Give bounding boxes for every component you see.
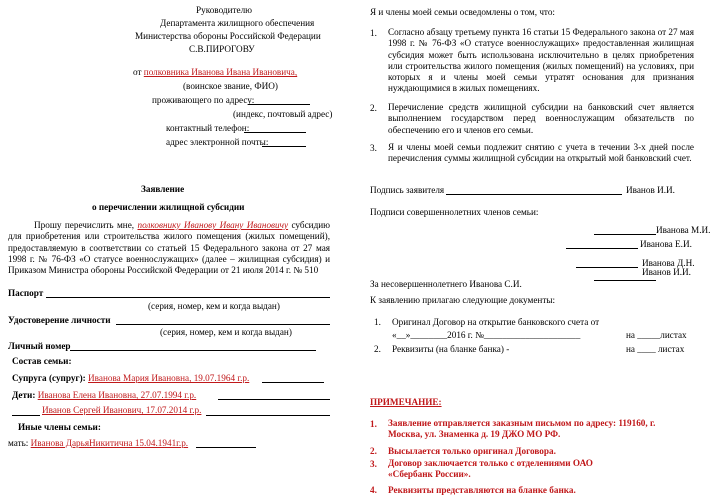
mother-value: Иванова ДарьяНикитична 15.04.1941г.р. (30, 438, 189, 448)
right-page (350, 0, 710, 498)
applicant-signature-name: Иванов И.И. (626, 185, 675, 195)
from-prefix: от (133, 67, 142, 77)
doc-2-title: Реквизиты (на бланке банка) - (392, 344, 510, 354)
adult-signatures-label: Подписи совершеннолетних членов семьи: (370, 207, 539, 217)
address-label: проживающего по адресу: (152, 95, 255, 105)
info-item-3: Я и члены моей семьи подлежит снятию с учета в течении 3-х дней после перечисления суммы жилищной субсидии на открытый мой банковский счет. (388, 142, 694, 164)
child-2: Иванов Сергей Иванович, 17.07.2014 г.р. (42, 405, 202, 415)
doc-1-sheets: на _____листах (626, 330, 687, 340)
email-line (262, 146, 306, 147)
phone-line (244, 132, 306, 133)
item-number-1: 1. (370, 28, 377, 38)
passport-hint: (серия, номер, кем и когда выдан) (148, 301, 280, 311)
child-1-line (218, 399, 330, 400)
children-label: Дети: (12, 390, 36, 400)
spouse-value: Иванова Мария Ивановна, 19.07.1964 г.р. (88, 373, 250, 383)
email-label: адрес электронной почты: (166, 137, 269, 147)
attachments-label: К заявлению прилагаю следующие документы: (370, 295, 556, 305)
minor-label: За несовершеннолетнего Иванова С.И. (370, 279, 522, 289)
intro-text: Я и члены моей семьи осведомлены о том, что: (370, 7, 555, 17)
addressee-line-4: С.В.ПИРОГОВУ (189, 44, 255, 54)
request-name: полковнику Иванову Ивану Ивановичу (137, 220, 289, 230)
note-4: Реквизиты представляются на бланке банка. (388, 485, 576, 495)
children-row (12, 391, 196, 400)
other-members-title: Иные члены семьи: (18, 422, 101, 432)
spouse-label: Супруга (супруг): (12, 373, 86, 383)
doc-1-details: «__»________2016 г. №_____________________ (392, 330, 581, 340)
note-title: ПРИМЕЧАНИЕ: (370, 397, 442, 407)
signature-name-4: Иванов И.И. (642, 267, 691, 277)
addressee-line-1: Руководителю (196, 5, 253, 15)
signature-name-2: Иванова Е.И. (640, 239, 692, 249)
address-line (248, 104, 310, 105)
doc-number-1: 1. (374, 317, 381, 327)
note-number-4: 4. (370, 485, 377, 495)
applicant-name: полковника Иванова Ивана Ивановича, (143, 67, 298, 77)
child-1: Иванова Елена Ивановна, 27.07.1994 г.р. (37, 390, 197, 400)
family-title: Состав семьи: (12, 356, 72, 366)
note-1: Заявление отправляется заказным письмом по адресу: 119160, г. Москва, ул. Знаменка д. 19 ДЖО МО РФ. (388, 418, 656, 440)
note-number-2: 2. (370, 446, 377, 456)
item-number-2: 2. (370, 103, 377, 113)
id-card-label: Удостоверение личности (8, 315, 111, 325)
request-paragraph (8, 220, 330, 276)
child-2-lead (12, 415, 40, 416)
personal-number-line (70, 350, 316, 351)
addressee-line-2: Департамента жилищного обеспечения (160, 18, 315, 28)
mother-label: мать: (8, 438, 29, 448)
address-hint: (индекс, почтовый адрес) (233, 109, 333, 119)
signature-line-1 (594, 234, 656, 235)
left-page (0, 0, 350, 498)
info-item-1: Согласно абзацу третьему пункта 16 статьи 15 Федерального закона от 27 мая 1998 г. № 76-ФЗ «О статусе военнослужащих» предоставленная жилищная субсидия может быть использована исключительно в целях приобретения или строительства жилого помещения (жилых помещений) на условиях, при которых я и члены моей семьи утратят основания для признания нуждающимися в жилых помещениях. (388, 27, 694, 94)
mother-line (196, 447, 256, 448)
personal-number-label: Личный номер (8, 341, 71, 351)
request-start: Прошу перечислить мне, (34, 220, 135, 230)
passport-line (46, 297, 330, 298)
note-2: Высылается только оригинал Договора. (388, 446, 556, 456)
document-subtitle: о перечислении жилищной субсидии (92, 202, 245, 212)
note-number-1: 1. (370, 419, 377, 429)
addressee-line-3: Министерства обороны Российской Федерации (135, 31, 321, 41)
spouse-line (262, 382, 324, 383)
rank-hint: (воинское звание, ФИО) (183, 81, 278, 91)
spouse-row (12, 374, 249, 383)
phone-label: контактный телефон: (166, 123, 250, 133)
document-title: Заявление (141, 184, 185, 194)
child-2-line (206, 415, 330, 416)
signature-line-4 (594, 280, 656, 281)
doc-1-title: Оригинал Договор на открытие банковского счета от (392, 317, 600, 327)
id-card-line (116, 324, 330, 325)
signature-name-1: Иванова М.И. (656, 225, 710, 235)
mother-row (8, 439, 188, 448)
note-number-3: 3. (370, 459, 377, 469)
doc-2-sheets: на ____ листах (626, 344, 685, 354)
signature-name-3: Иванова Д.Н. (642, 258, 695, 268)
applicant-signature-line (446, 194, 622, 195)
item-number-3: 3. (370, 143, 377, 153)
id-card-hint: (серия, номер, кем и когда выдан) (160, 327, 292, 337)
from-line (133, 68, 297, 77)
signature-line-3 (576, 267, 638, 268)
doc-number-2: 2. (374, 344, 381, 354)
note-3: Договор заключается только с отделениями ОАО «Сбербанк России». (388, 458, 593, 480)
info-item-2: Перечисление средств жилищной субсидии на банковский счет является выполнением государством перед военнослужащим обязательств по обеспечению его и членов его семьи. (388, 102, 694, 135)
passport-label: Паспорт (8, 288, 44, 298)
applicant-signature-label: Подпись заявителя (370, 185, 445, 195)
signature-line-2 (566, 248, 638, 249)
request-rest: субсидию для приобретения или строительства жилого помещения (жилых помещений), предоставляемую в соответствии со статьей 15 Федерального закона от 27 мая 1998 г. № 76-ФЗ «О статусе военнослужащих» (далее – жилищная субсидия) и Приказом Министра обороны Российской Федерации от 21 июля 2014 г. № 510 (8, 220, 331, 276)
